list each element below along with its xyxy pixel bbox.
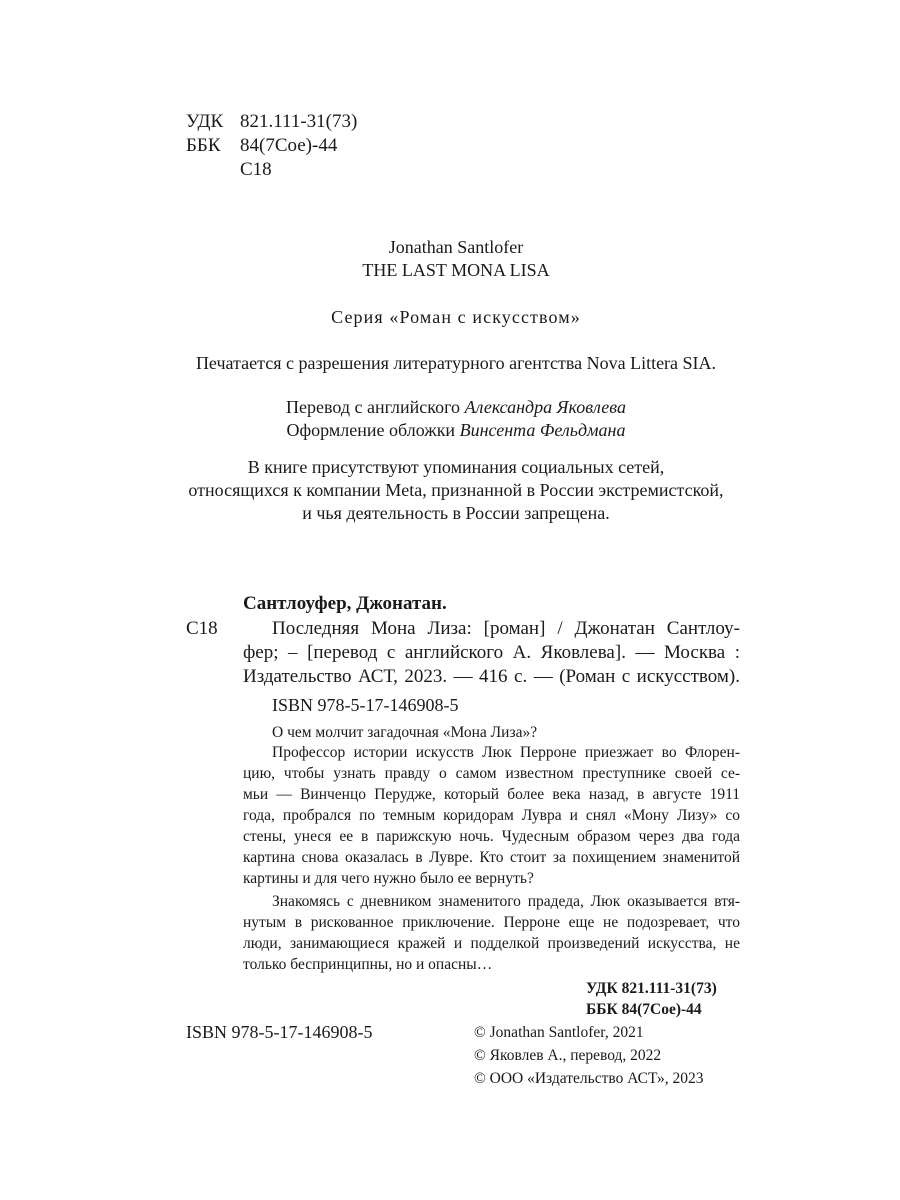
udk-value: 821.111-31(73) [240,111,358,132]
annotation-line: картины и для чего нужно было ее вернуть? [243,870,534,887]
annotation-line: года, пробрался по темным коридорам Лувра и снял «Мону Лизу» со [243,807,740,824]
bottom-udk: УДК 821.111-31(73) [586,980,717,997]
cover-designer-name: Винсента Фельдмана [459,420,626,440]
annotation-line: стены, унеся ее в парижскую ночь. Чудесным образом через два года [243,828,740,845]
notice-line: и чья деятельность в России запрещена. [302,503,610,523]
udk-row [186,110,357,134]
biblio-isbn: ISBN 978-5-17-146908-5 [272,695,459,715]
biblio-mark: С18 [186,618,218,639]
translation-credit [0,396,900,419]
copyright-line: © Яковлев А., перевод, 2022 [474,1047,662,1064]
notice-line: В книге присутствуют упоминания социальных сетей, [247,457,665,477]
biblio-heading: Сантлоуфер, Джонатан. [243,593,447,614]
series-line: Серия «Роман с искусством» [331,307,581,327]
bottom-bbk: ББК 84(7Сое)-44 [586,1001,702,1018]
cover-credit [0,419,900,442]
biblio-line: Последняя Мона Лиза: [роман] / Джонатан Сантлоу- [272,618,740,639]
annotation-line: Знакомясь с дневником знаменитого прадеда, Люк оказывается втя- [272,893,740,910]
udk-label: УДК [186,111,224,132]
annotation-line: цию, чтобы узнать правду о самом известном преступнике своей се- [243,765,740,782]
bbk-label: ББК [186,135,221,156]
notice-line: относящихся к компании Meta, признанной в России экстремистской, [188,480,724,500]
annotation-line: только беспринципны, но и опасны… [243,956,493,973]
annotation-line: Профессор истории искусств Люк Перроне приезжает во Флорен- [272,744,740,761]
annotation-line: мьи — Винченцо Перудже, который более века назад, в августе 1911 [243,786,740,803]
bbk-value: 84(7Сое)-44 [240,135,338,156]
copyright-line: © ООО «Издательство АСТ», 2023 [474,1070,704,1087]
annotation-line: нутым в рискованное приключение. Перроне еще не подозревает, что [243,914,740,931]
biblio-line: фер; – [перевод с английского А. Яковлева]. — Москва : [243,642,740,663]
copyright-line: © Jonathan Santlofer, 2021 [474,1024,644,1041]
original-title: THE LAST MONA LISA [362,260,550,280]
author-mark-row [186,158,272,182]
bbk-row [186,134,337,158]
annotation-line: картина снова оказалась в Лувре. Кто стоит за похищением знаменитой [243,849,740,866]
original-author: Jonathan Santlofer [388,237,524,257]
translation-prefix: Перевод с английского [285,397,465,417]
footer-isbn: ISBN 978-5-17-146908-5 [186,1022,373,1042]
cover-prefix: Оформление обложки [286,420,460,440]
author-mark: С18 [240,159,272,180]
biblio-line: Издательство АСТ, 2023. — 416 с. — (Роман с искусством). [243,666,740,687]
annotation-question: О чем молчит загадочная «Мона Лиза»? [272,724,538,741]
translator-name: Александра Яковлева [464,397,626,417]
annotation-line: люди, занимающиеся кражей и подделкой произведений искусства, не [243,935,740,952]
permission-line: Печатается с разрешения литературного агентства Nova Littera SIA. [195,353,717,373]
